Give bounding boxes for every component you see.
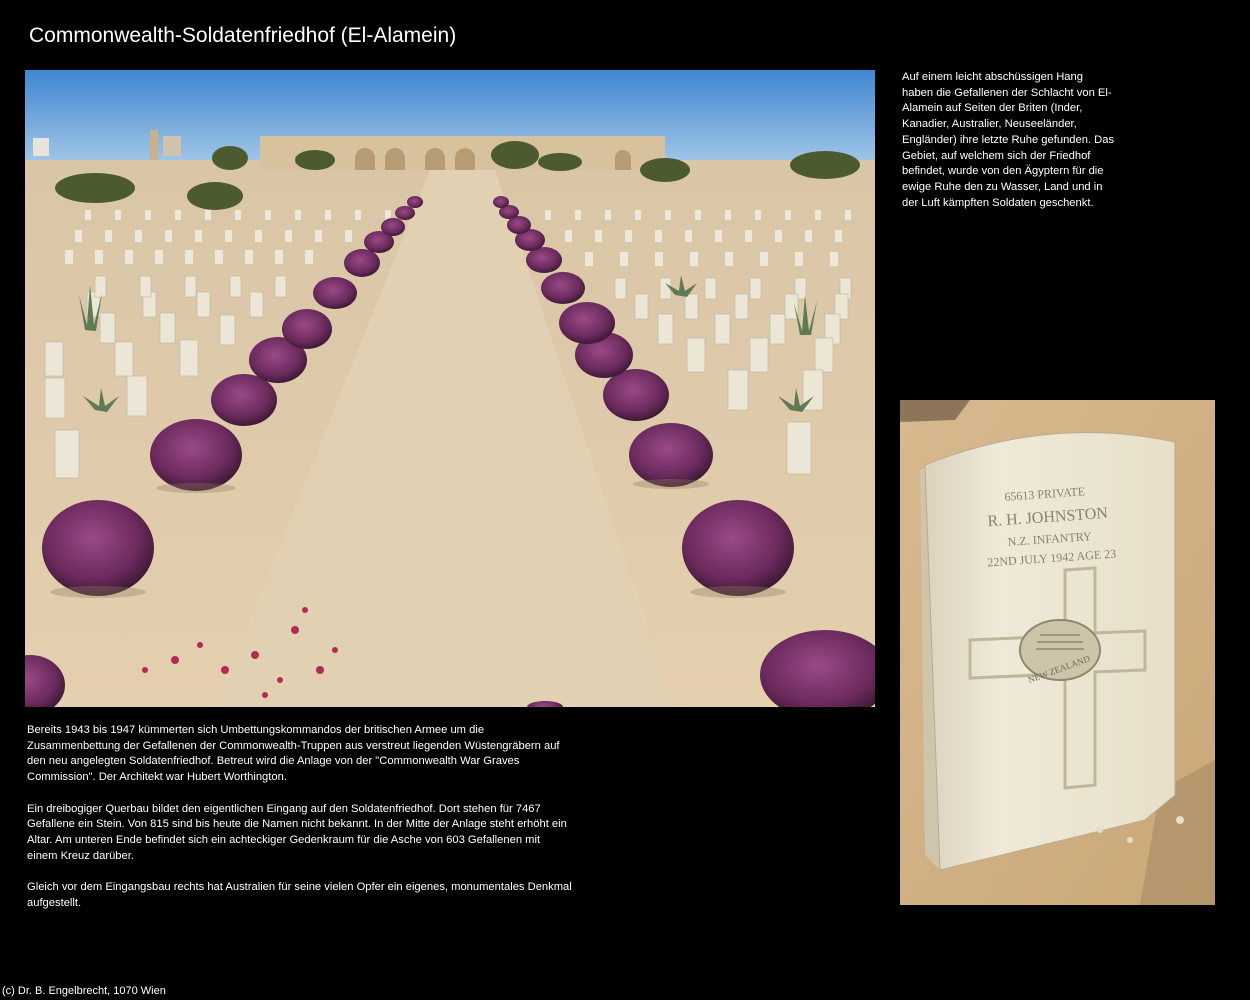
side-description: Auf einem leicht abschüssigen Hang haben die Gefallenen der Schlacht von El-Alamein auf Seiten der Briten (Inder, Kanadier, Australier, Neuseeländer, Engländer) ihre letzte Ruhe gefunden. Das Gebiet, auf welchem sich der Friedhof befindet, wurde von den Ägyptern für die ewige Ruhe den zu Wasser, Land und in der Luft kämpften Soldaten geschenkt.: [902, 71, 1115, 209]
badge-text: NEW ZEALAND: [1026, 653, 1092, 686]
paragraph-3: Gleich vor dem Eingangsbau rechts hat Australien für seine vielen Opfer ein eigenes, monumentales Denkmal aufgestellt.: [27, 881, 572, 909]
copyright-footer: (c) Dr. B. Engelbrecht, 1070 Wien: [2, 985, 166, 997]
main-description: [27, 723, 572, 911]
headstone-line-3: N.Z. INFANTRY: [1007, 529, 1093, 549]
cemetery-photo: [25, 70, 875, 707]
headstone-line-4: 22ND JULY 1942 AGE 23: [986, 546, 1117, 570]
page-title: Commonwealth-Soldatenfriedhof (El-Alamein): [29, 24, 457, 47]
headstone-line-1: 65613 PRIVATE: [1003, 484, 1086, 504]
paragraph-1: Bereits 1943 bis 1947 kümmerten sich Umbettungskommandos der britischen Armee um die Zusammenbettung der Gefallenen der Commonwealth-Truppen aus verstreut liegenden Wüstengräbern auf den neu angelegten Soldatenfriedhof. Betreut wird die Anlage von der "Commonwealth War Graves Commission". Der Architekt war Hubert Worthington.: [27, 724, 560, 784]
paragraph-2: Ein dreibogiger Querbau bildet den eigentlichen Eingang auf den Soldatenfriedhof. Dort stehen für 7467 Gefallene ein Stein. Von 815 sind bis heute die Namen nicht bekannt. In der Mitte der Anlage steht erhöht ein Altar. Am unteren Ende befindet sich ein achteckiger Gedenkraum für die Asche von 603 Gefallenen mit einem Kreuz darüber.: [27, 802, 567, 862]
headstone-photo: [900, 400, 1215, 905]
headstone-line-2: R. H. JOHNSTON: [986, 504, 1109, 531]
